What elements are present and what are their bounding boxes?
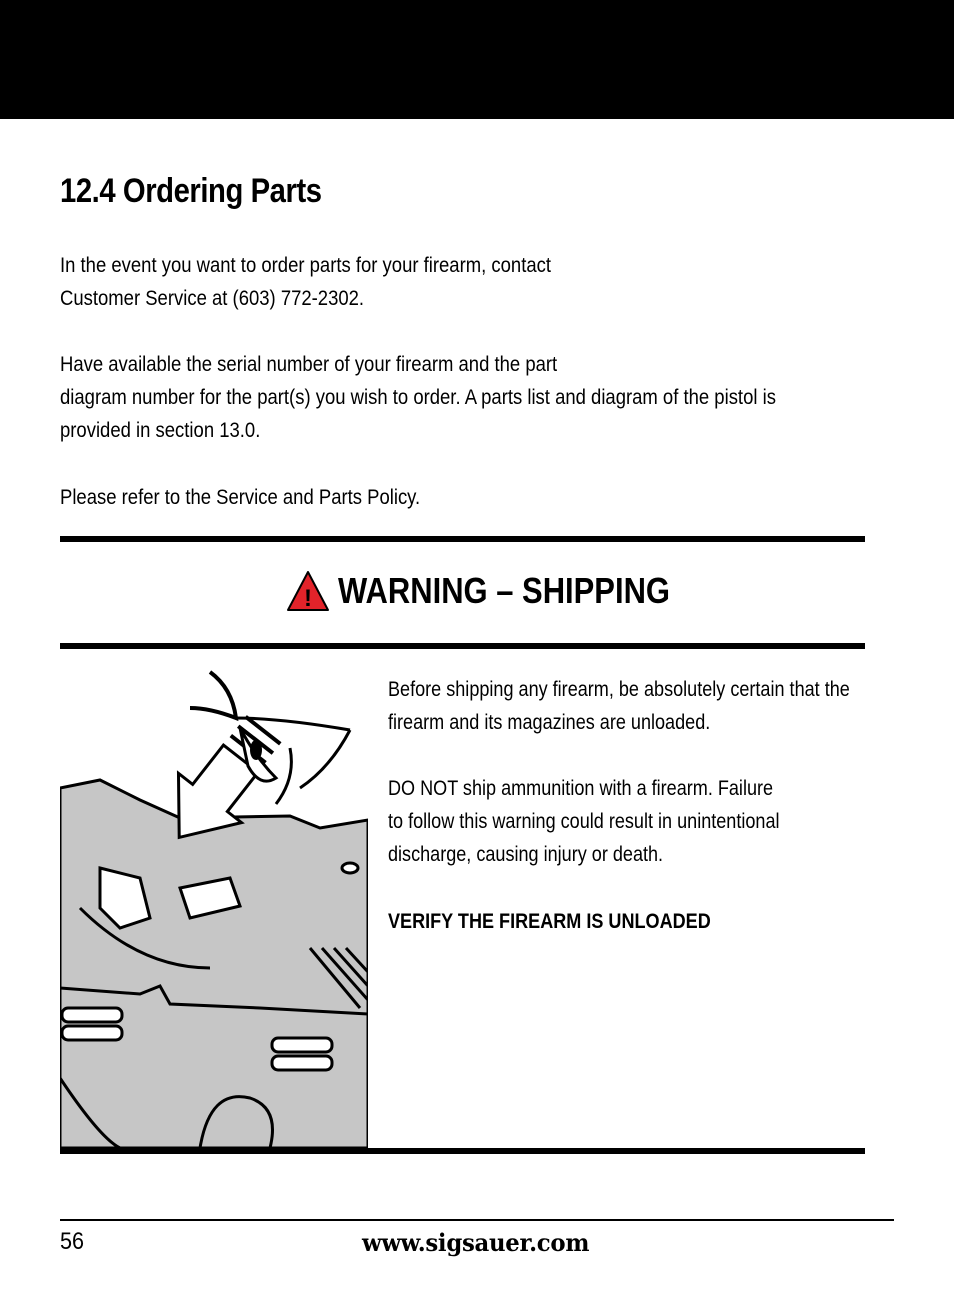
header-band — [0, 0, 954, 119]
warning-title: WARNING – SHIPPING — [338, 570, 671, 611]
text-line: Before shipping any firearm, be absolutely certain that the — [388, 678, 850, 701]
warning-top-rule — [60, 536, 865, 542]
text-line: discharge, causing injury or death. — [388, 843, 664, 866]
text-line: Customer Service at (603) 772-2302. — [60, 287, 365, 310]
warning-heading — [286, 568, 724, 614]
text-line: provided in section 13.0. — [60, 419, 261, 442]
warning-icon-symbol: ! — [304, 585, 312, 612]
warning-bottom-rule — [60, 1148, 865, 1154]
text-line: firearm and its magazines are unloaded. — [388, 711, 711, 734]
warning-triangle-icon — [286, 570, 330, 612]
website-url: www.sigsauer.com — [362, 1228, 590, 1257]
warning-middle-rule — [60, 643, 865, 649]
text-line: Have available the serial number of your firearm and the part — [60, 353, 558, 376]
text-line: In the event you want to order parts for your firearm, contact — [60, 254, 551, 277]
ordering-paragraph-2 — [60, 348, 776, 447]
footer-rule — [60, 1219, 894, 1221]
section-title: 12.4 Ordering Parts — [60, 172, 322, 210]
page-number: 56 — [60, 1228, 85, 1255]
unloaded-check-illustration — [60, 668, 368, 1148]
warning-paragraph-2 — [388, 772, 780, 871]
text-line: diagram number for the part(s) you wish to order. A parts list and diagram of the pistol is — [60, 386, 776, 409]
pistol-chamber-drawing — [60, 668, 368, 1148]
ordering-paragraph-3 — [60, 481, 420, 514]
text-line: DO NOT ship ammunition with a firearm. Failure — [388, 777, 774, 800]
text-line: Please refer to the Service and Parts Policy. — [60, 486, 421, 509]
verify-unloaded-text: VERIFY THE FIREARM IS UNLOADED — [388, 910, 711, 933]
warning-paragraph-1 — [388, 673, 850, 739]
ordering-paragraph-1 — [60, 249, 551, 315]
text-line: to follow this warning could result in unintentional — [388, 810, 780, 833]
